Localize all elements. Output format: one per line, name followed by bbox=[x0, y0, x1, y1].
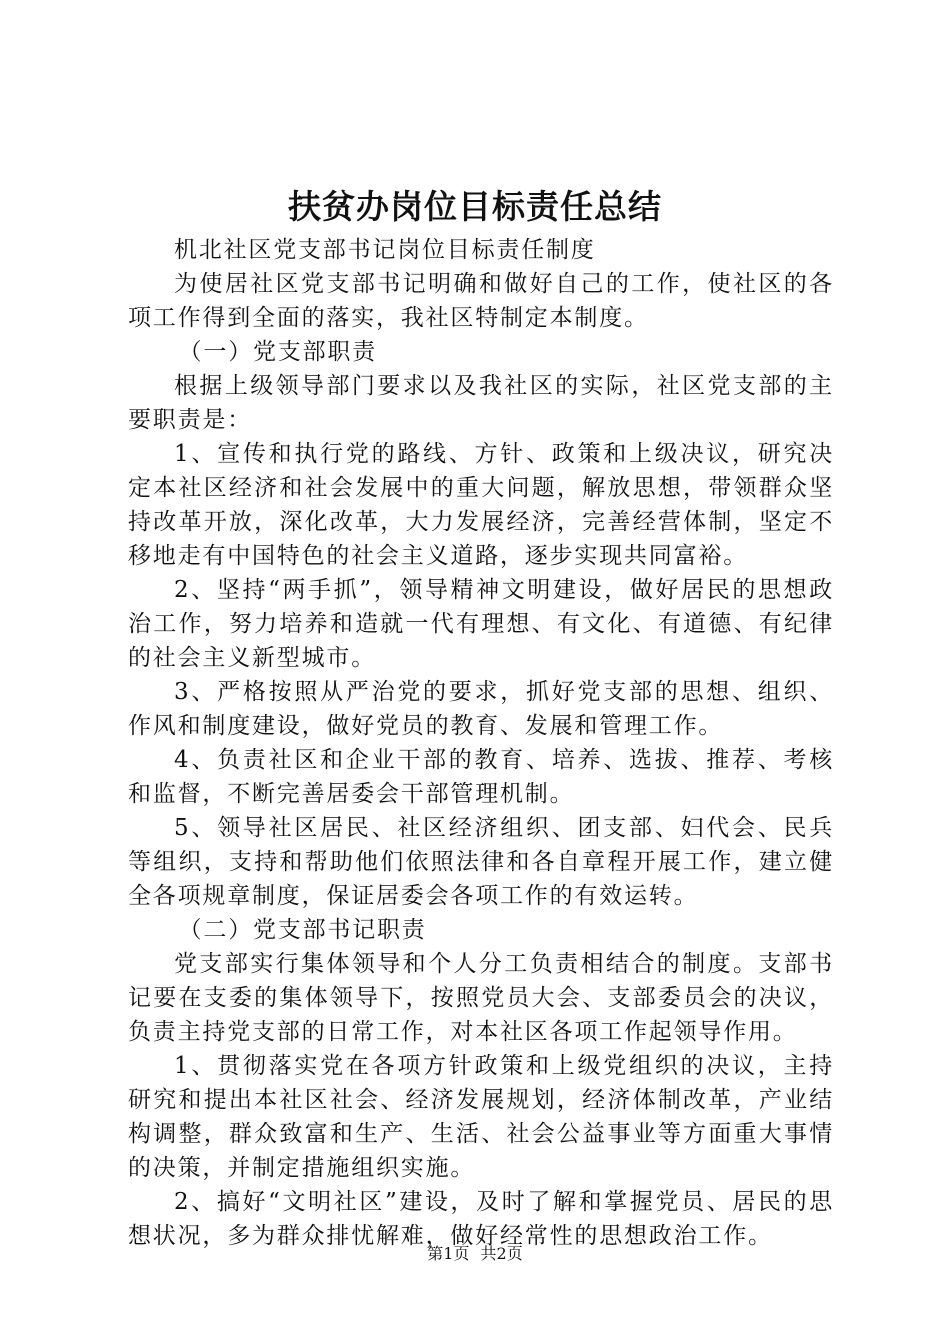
paragraph-subtitle: 机北社区党支部书记岗位目标责任制度 bbox=[174, 237, 596, 263]
list-item: 1、宣传和执行党的路线、方针、政策和上级决议，研究决定本社区经济和社会发展中的重大问题，解放思想，带领群众坚持改革开放，深化改革，大力发展经济，完善经营体制，坚定不移地走有中国特色的社会主义道路，逐步实现共同富裕。 bbox=[128, 441, 834, 569]
page-total: 共2页 bbox=[480, 1244, 523, 1263]
section-heading-1: （一）党支部职责 bbox=[178, 339, 377, 365]
page-footer bbox=[0, 1243, 950, 1265]
paragraph: 党支部实行集体领导和个人分工负责相结合的制度。支部书记要在支委的集体领导下，按照党员大会、支部委员会的决议，负责主持党支部的日常工作，对本社区各项工作起领导作用。 bbox=[128, 951, 834, 1045]
list-item: 2、搞好“文明社区”建设，及时了解和掌握党员、居民的思想状况，多为群众排忧解难，做好经常性的思想政治工作。 bbox=[128, 1189, 834, 1249]
list-item: 2、坚持“两手抓”，领导精神文明建设，做好居民的思想政治工作，努力培养和造就一代有理想、有文化、有道德、有纪律的社会主义新型城市。 bbox=[128, 577, 834, 671]
section-heading-2: （二）党支部书记职责 bbox=[178, 917, 427, 943]
list-item: 5、领导社区居民、社区经济组织、团支部、妇代会、民兵等组织，支持和帮助他们依照法律和各自章程开展工作，建立健全各项规章制度，保证居委会各项工作的有效运转。 bbox=[128, 815, 834, 909]
document-title: 扶贫办岗位目标责任总结 bbox=[288, 187, 662, 226]
list-item: 1、贯彻落实党在各项方针政策和上级党组织的决议，主持研究和提出本社区社会、经济发展规划，经济体制改革，产业结构调整，群众致富和生产、生活、社会公益事业等方面重大事情的决策，并制定措施组织实施。 bbox=[128, 1053, 834, 1181]
list-item: 4、负责社区和企业干部的教育、培养、选拔、推荐、考核和监督，不断完善居委会干部管理机制。 bbox=[128, 747, 834, 807]
document-body bbox=[128, 233, 834, 1253]
page-number: 第1页 bbox=[427, 1244, 470, 1263]
paragraph: 根据上级领导部门要求以及我社区的实际，社区党支部的主要职责是： bbox=[128, 373, 834, 433]
list-item: 3、严格按照从严治党的要求，抓好党支部的思想、组织、作风和制度建设，做好党员的教育、发展和管理工作。 bbox=[128, 679, 834, 739]
paragraph-intro: 为使居社区党支部书记明确和做好自己的工作，使社区的各项工作得到全面的落实，我社区特制定本制度。 bbox=[128, 271, 834, 331]
